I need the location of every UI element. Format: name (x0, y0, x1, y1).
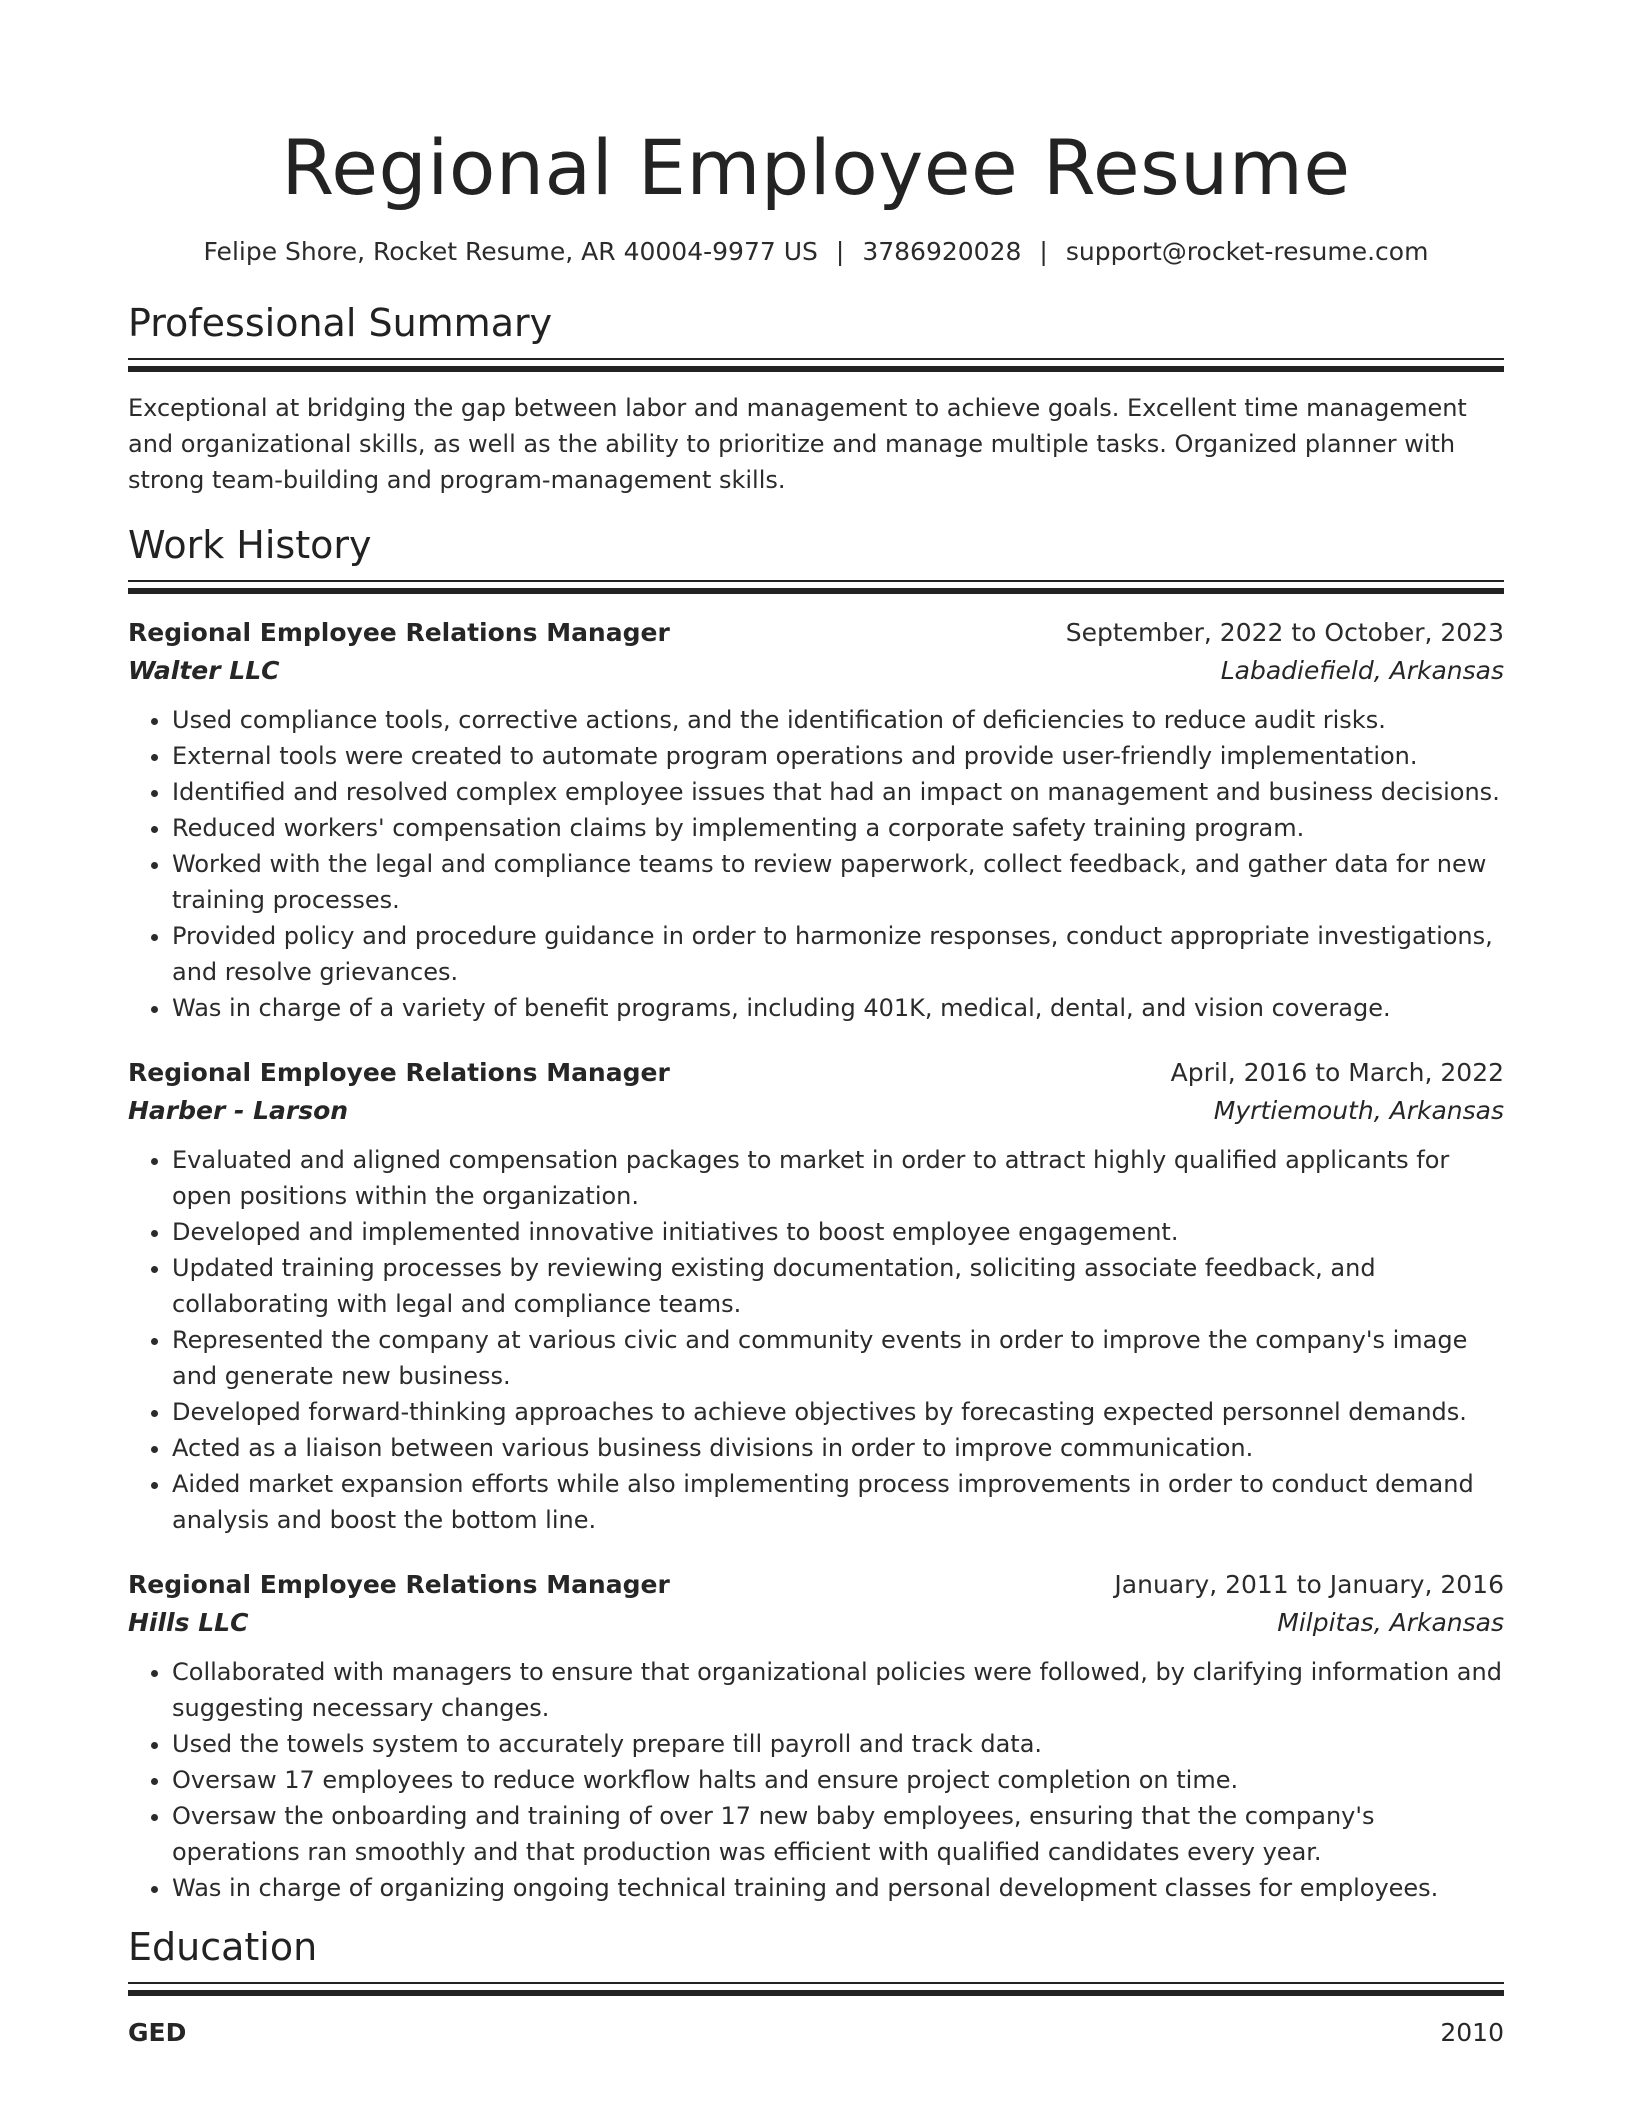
contact-email: support@rocket-resume.com (1065, 237, 1429, 266)
job-bullet: • Updated training processes by reviewing existing documentation, soliciting associate feedback, and collaborating with legal and compliance teams. (172, 1250, 1504, 1322)
education-entry (128, 2014, 1504, 2052)
job-bullet-list (128, 702, 1504, 1026)
job-bullet: • Used the towels system to accurately prepare till payroll and track data. (172, 1726, 1504, 1762)
job-bullet: • Was in charge of a variety of benefit programs, including 401K, medical, dental, and vision coverage. (172, 990, 1504, 1026)
contact-separator: | (835, 237, 845, 266)
work-history-section (128, 520, 1504, 1906)
job-entry (128, 1054, 1504, 1538)
summary-heading: Professional Summary (128, 301, 553, 345)
job-location: Myrtiemouth, Arkansas (1213, 1096, 1504, 1125)
job-header (128, 614, 1504, 652)
job-bullet: • Used compliance tools, corrective actions, and the identification of deficiencies to reduce audit risks. (172, 702, 1504, 738)
job-location: Milpitas, Arkansas (1277, 1608, 1504, 1637)
company-name: Hills LLC (128, 1608, 249, 1637)
job-title: Regional Employee Relations Manager (128, 618, 670, 647)
education-section (128, 1922, 1504, 2052)
job-subheader (128, 1092, 1504, 1130)
job-bullet: • Worked with the legal and compliance teams to review paperwork, collect feedback, and gather data for new training processes. (172, 846, 1504, 918)
job-header (128, 1054, 1504, 1092)
education-degree: GED (128, 2018, 187, 2047)
work-history-heading: Work History (128, 523, 372, 567)
job-subheader (128, 1604, 1504, 1642)
job-bullet: • Was in charge of organizing ongoing technical training and personal development classes for employees. (172, 1870, 1504, 1906)
job-bullet-list (128, 1654, 1504, 1906)
job-location: Labadiefield, Arkansas (1220, 656, 1504, 685)
resume-title: Regional Employee Resume (281, 123, 1351, 212)
job-bullet: • Represented the company at various civic and community events in order to improve the company's image and generate new business. (172, 1322, 1504, 1394)
job-bullet: • Oversaw the onboarding and training of over 17 new baby employees, ensuring that the company's operations ran smoothly and that production was efficient with qualified candidates every year. (172, 1798, 1504, 1870)
job-header (128, 1566, 1504, 1604)
summary-text: Exceptional at bridging the gap between labor and management to achieve goals. Excellent time management and organizational skills, as well as the ability to prioritize and manage multiple tasks. Organized planner with strong team-building and program-management skills. (128, 394, 1467, 494)
section-divider (128, 1982, 1504, 1996)
job-bullet: • Developed and implemented innovative initiatives to boost employee engagement. (172, 1214, 1504, 1250)
job-dates: January, 2011 to January, 2016 (1114, 1570, 1504, 1599)
job-dates: April, 2016 to March, 2022 (1170, 1058, 1504, 1087)
job-bullet: • Developed forward-thinking approaches to achieve objectives by forecasting expected personnel demands. (172, 1394, 1504, 1430)
education-heading: Education (128, 1925, 318, 1969)
section-divider (128, 580, 1504, 594)
job-title: Regional Employee Relations Manager (128, 1570, 670, 1599)
contact-line (128, 234, 1504, 270)
contact-address: Felipe Shore, Rocket Resume, AR 40004-9977 US (203, 237, 818, 266)
job-bullet-list (128, 1142, 1504, 1538)
job-bullet: • Identified and resolved complex employee issues that had an impact on management and business decisions. (172, 774, 1504, 810)
company-name: Harber - Larson (128, 1096, 349, 1125)
job-bullet: • Aided market expansion efforts while also implementing process improvements in order to conduct demand analysis and boost the bottom line. (172, 1466, 1504, 1538)
job-entry (128, 614, 1504, 1026)
job-dates: September, 2022 to October, 2023 (1065, 618, 1504, 647)
job-bullet: • External tools were created to automate program operations and provide user-friendly implementation. (172, 738, 1504, 774)
company-name: Walter LLC (128, 656, 280, 685)
summary-section (128, 298, 1504, 498)
contact-phone: 3786920028 (862, 237, 1022, 266)
job-bullet: • Acted as a liaison between various business divisions in order to improve communication. (172, 1430, 1504, 1466)
job-subheader (128, 652, 1504, 690)
contact-separator: | (1039, 237, 1048, 266)
job-bullet: • Oversaw 17 employees to reduce workflow halts and ensure project completion on time. (172, 1762, 1504, 1798)
job-bullet: • Collaborated with managers to ensure that organizational policies were followed, by clarifying information and suggesting necessary changes. (172, 1654, 1504, 1726)
job-bullet: • Evaluated and aligned compensation packages to market in order to attract highly qualified applicants for open positions within the organization. (172, 1142, 1504, 1214)
education-year: 2010 (1440, 2018, 1504, 2047)
job-bullet: • Reduced workers' compensation claims by implementing a corporate safety training program. (172, 810, 1504, 846)
job-bullet: • Provided policy and procedure guidance in order to harmonize responses, conduct appropriate investigations, and resolve grievances. (172, 918, 1504, 990)
section-divider (128, 358, 1504, 372)
job-entry (128, 1566, 1504, 1906)
job-title: Regional Employee Relations Manager (128, 1058, 670, 1087)
